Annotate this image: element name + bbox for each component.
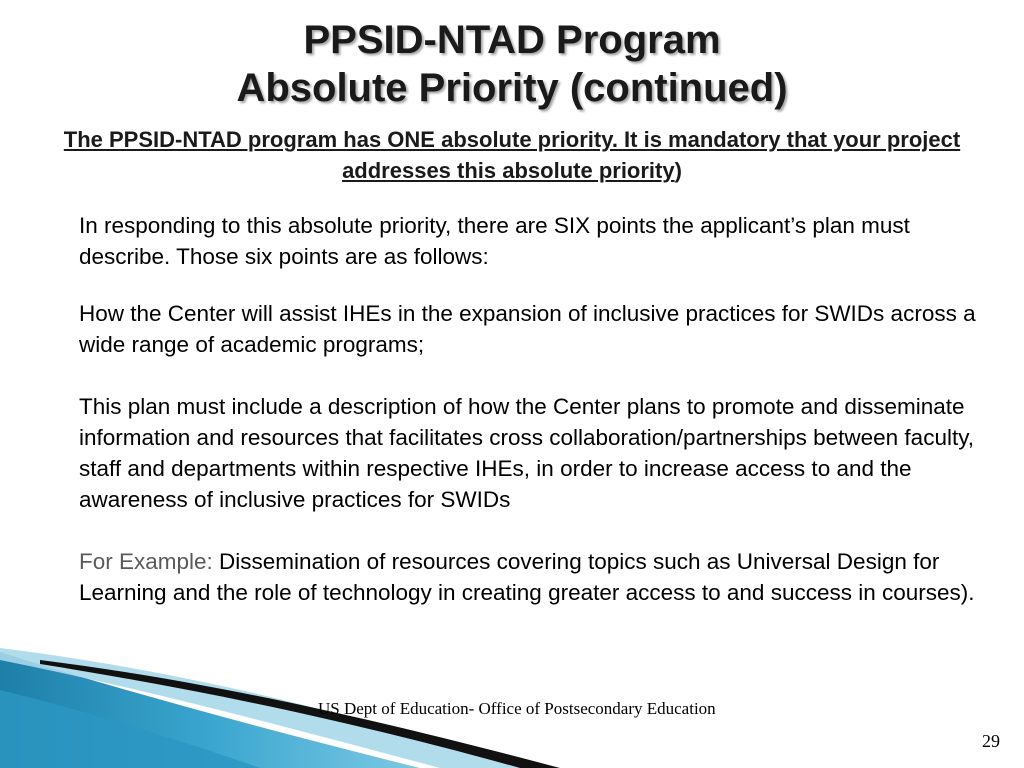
slide-body (79, 210, 979, 608)
title-line-2: Absolute Priority (continued) (236, 66, 788, 110)
example-text: Dissemination of resources covering topics such as Universal Design for Learning and the role of technology in creating greater access to and success in courses). (79, 549, 975, 605)
subtitle-tail: ) (674, 158, 682, 183)
title-line-1: PPSID-NTAD Program (303, 18, 721, 62)
paragraph-point-1: How the Center will assist IHEs in the expansion of inclusive practices for SWIDs across a wide range of academic programs; (79, 301, 976, 357)
paragraph-intro: In responding to this absolute priority, there are SIX points the applicant’s plan must describe. Those six points are as follows: (79, 213, 910, 269)
paragraph-plan: This plan must include a description of how the Center plans to promote and disseminate information and resources that facilitates cross collaboration/partnerships between faculty, staff and departments within respective IHEs, in order to increase access to and the awareness of inclusive practices for SWIDs (79, 394, 975, 512)
slide-subtitle (30, 124, 994, 186)
paragraph-example (79, 546, 979, 608)
footer-text: US Dept of Education- Office of Postsecondary Education (318, 699, 716, 718)
slide-title (0, 16, 1024, 112)
page-number: 29 (982, 731, 1000, 751)
subtitle-underlined: The PPSID-NTAD program has ONE absolute priority. It is mandatory that your project addresses this absolute priority (63, 127, 961, 183)
example-label: For Example: (79, 549, 213, 574)
